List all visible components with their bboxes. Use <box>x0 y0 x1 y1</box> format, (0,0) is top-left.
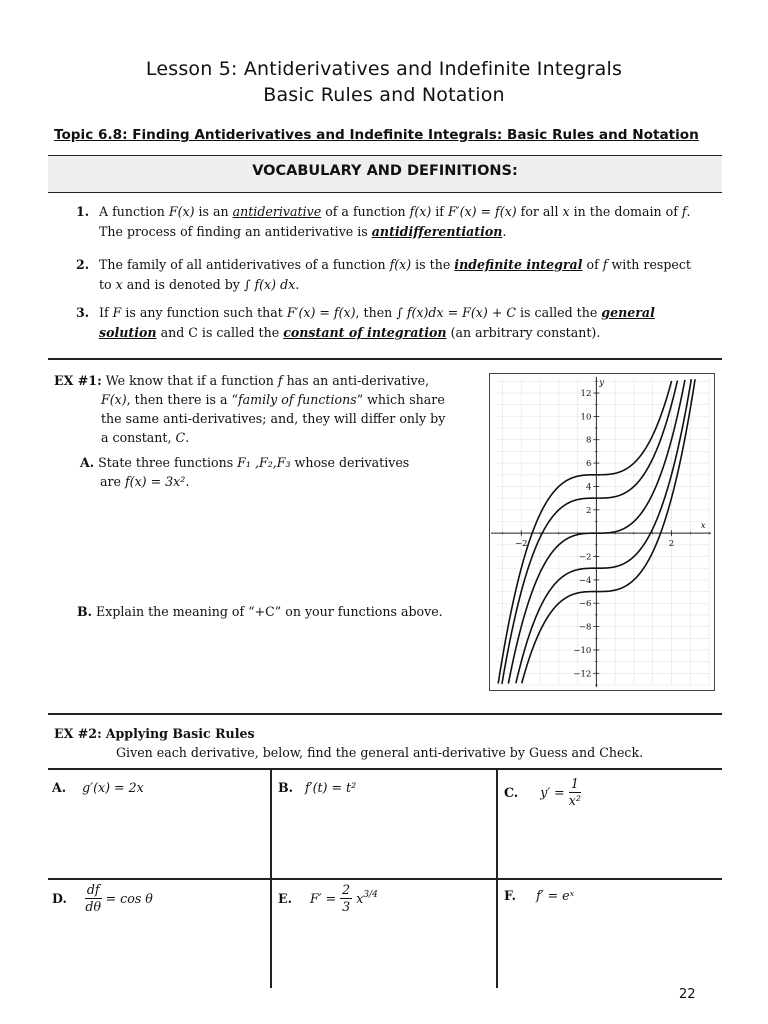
y-tick-label: 12 <box>580 389 592 400</box>
text: is the <box>411 257 455 272</box>
math: x <box>356 891 364 906</box>
cell-b <box>278 780 356 795</box>
text: the same anti-derivatives; and, they will differ only by <box>101 411 446 426</box>
y-tick-label: −12 <box>573 669 592 680</box>
cell-label: B. <box>278 780 294 795</box>
math: F(x) <box>101 392 127 407</box>
denominator: dθ <box>85 899 102 914</box>
text: is called the <box>516 305 602 320</box>
text: We know that if a function <box>105 373 278 388</box>
text: is an <box>194 204 233 219</box>
x-axis-label: x <box>701 521 706 531</box>
text: . <box>295 277 300 292</box>
ex1-label: EX #1: <box>54 373 102 388</box>
graph-frame <box>490 374 715 691</box>
term-antiderivative: antiderivative <box>232 204 322 219</box>
cell-label: D. <box>52 891 67 906</box>
integral-notation: ∫ f(x) dx <box>243 277 296 292</box>
ex1-part-b <box>77 602 477 621</box>
x-tick-label: −2 <box>515 539 528 550</box>
cell-a <box>52 780 144 795</box>
text: . The process of finding an antiderivative is <box>99 204 691 239</box>
numerator: 1 <box>569 776 581 793</box>
text: if <box>431 204 448 219</box>
y-tick-label: 4 <box>585 482 592 493</box>
y-tick-label: 10 <box>580 412 592 423</box>
math: f′(t) = t² <box>305 780 357 795</box>
math: g′(x) = 2x <box>82 780 144 795</box>
y-tick-label: −6 <box>578 599 592 610</box>
cell-label: C. <box>504 785 519 800</box>
ex2-label: EX #2: <box>54 726 102 741</box>
text: . <box>185 430 190 445</box>
grid-top-line <box>48 768 722 770</box>
text: Explain the meaning of “+C” on your functions above. <box>96 604 443 619</box>
math: y′ = <box>540 785 565 800</box>
fraction <box>85 882 102 915</box>
ex1-intro <box>54 371 474 447</box>
y-axis-label: y <box>599 378 604 387</box>
text: State three functions <box>98 455 238 470</box>
math: f <box>602 257 608 272</box>
text: has an anti-derivative, <box>282 373 430 388</box>
ex2-heading: Applying Basic Rules <box>105 726 255 741</box>
text: A function <box>99 204 169 219</box>
y-tick-label: 8 <box>585 435 592 446</box>
page-number: 22 <box>679 987 696 1002</box>
vocab-heading: VOCABULARY AND DEFINITIONS: <box>252 163 518 179</box>
y-tick-label: 2 <box>585 505 592 516</box>
cell-e <box>278 882 378 915</box>
def-number: 3. <box>76 305 90 320</box>
text: (an arbitrary constant). <box>446 325 601 340</box>
math: x <box>115 277 123 292</box>
lesson-title: Lesson 5: Antiderivatives and Indefinite Integrals <box>145 58 623 80</box>
text: . <box>185 474 190 489</box>
denominator: x² <box>568 793 581 808</box>
fraction <box>340 882 352 915</box>
part-b-label: B. <box>77 604 93 619</box>
math: C <box>175 430 186 445</box>
family-of-functions: family of functions <box>237 392 357 407</box>
text: , then there is a “ <box>126 392 238 407</box>
grid-mid-line <box>48 878 722 880</box>
exponent: 3/4 <box>363 889 378 900</box>
cell-label: F. <box>504 888 517 903</box>
y-tick-label: −8 <box>578 622 592 633</box>
text: , then <box>355 305 397 320</box>
math: f <box>681 204 687 219</box>
cell-d <box>52 882 153 915</box>
term-constant-of-integration: constant of integration <box>283 325 447 340</box>
definition-3 <box>76 303 700 343</box>
text: a constant, <box>101 430 176 445</box>
numerator: 2 <box>342 882 351 897</box>
math: F′ = <box>310 891 337 906</box>
definition-2 <box>76 255 700 295</box>
topic-heading: Topic 6.8: Finding Antiderivatives and Indefinite Integrals: Basic Rules and Notation <box>54 127 699 143</box>
ex2-instruction: Given each derivative, below, find the general anti-derivative by Guess and Check. <box>116 745 644 760</box>
numerator: df <box>86 882 100 897</box>
math: f(x) <box>409 204 432 219</box>
cell-c <box>504 776 581 809</box>
def-number: 1. <box>76 204 90 219</box>
math: f(x) <box>389 257 412 272</box>
ex2-intro <box>54 724 714 762</box>
ex1-part-a <box>80 453 460 491</box>
math: f(x) = 3x² <box>125 474 186 489</box>
y-tick-label: −4 <box>578 575 592 586</box>
text: is any function such that <box>121 305 287 320</box>
denominator: 3 <box>342 899 351 914</box>
math: F₁ ,F₂,F₃ <box>237 455 291 470</box>
math: F′(x) = f(x) <box>286 305 356 320</box>
math: F <box>112 305 122 320</box>
text: and is denoted by <box>122 277 244 292</box>
lesson-subtitle: Basic Rules and Notation <box>263 84 505 106</box>
math: f <box>277 373 283 388</box>
family-of-functions-graph <box>489 373 715 691</box>
part-a-label: A. <box>80 455 95 470</box>
term-general-solution: general solution <box>99 305 655 340</box>
math: F′(x) = f(x) <box>447 204 517 219</box>
text: If <box>99 305 113 320</box>
text: and C is called the <box>156 325 284 340</box>
y-tick-label: 6 <box>585 459 592 470</box>
math: F(x) <box>168 204 195 219</box>
definition-1 <box>76 202 700 242</box>
math: = cos θ <box>105 891 153 906</box>
text: in the domain of <box>569 204 682 219</box>
section-divider <box>48 713 722 715</box>
text: ” which share <box>356 392 445 407</box>
section-divider <box>48 358 722 360</box>
math: x <box>562 204 570 219</box>
y-tick-label: −10 <box>573 645 592 656</box>
text: of <box>582 257 603 272</box>
text: The family of all antiderivatives of a function <box>99 257 390 272</box>
math: f′ = eˣ <box>536 888 575 903</box>
text: with respect to <box>99 257 691 292</box>
term-antidifferentiation: antidifferentiation <box>371 224 503 239</box>
fraction <box>569 776 581 809</box>
y-tick-label: −2 <box>578 552 592 563</box>
text: of a function <box>321 204 410 219</box>
def-number: 2. <box>76 257 90 272</box>
term-indefinite-integral: indefinite integral <box>454 257 583 272</box>
text: are <box>100 474 125 489</box>
cell-label: A. <box>52 780 67 795</box>
x-tick-label: 2 <box>668 539 675 550</box>
text: for all <box>516 204 563 219</box>
cell-label: E. <box>278 891 292 906</box>
grid-col-line <box>270 769 272 988</box>
text: . <box>502 224 507 239</box>
text: whose derivatives <box>290 455 410 470</box>
math: ∫ f(x)dx = F(x) + C <box>396 305 517 320</box>
cell-f <box>504 888 574 903</box>
grid-col-line <box>496 769 498 988</box>
